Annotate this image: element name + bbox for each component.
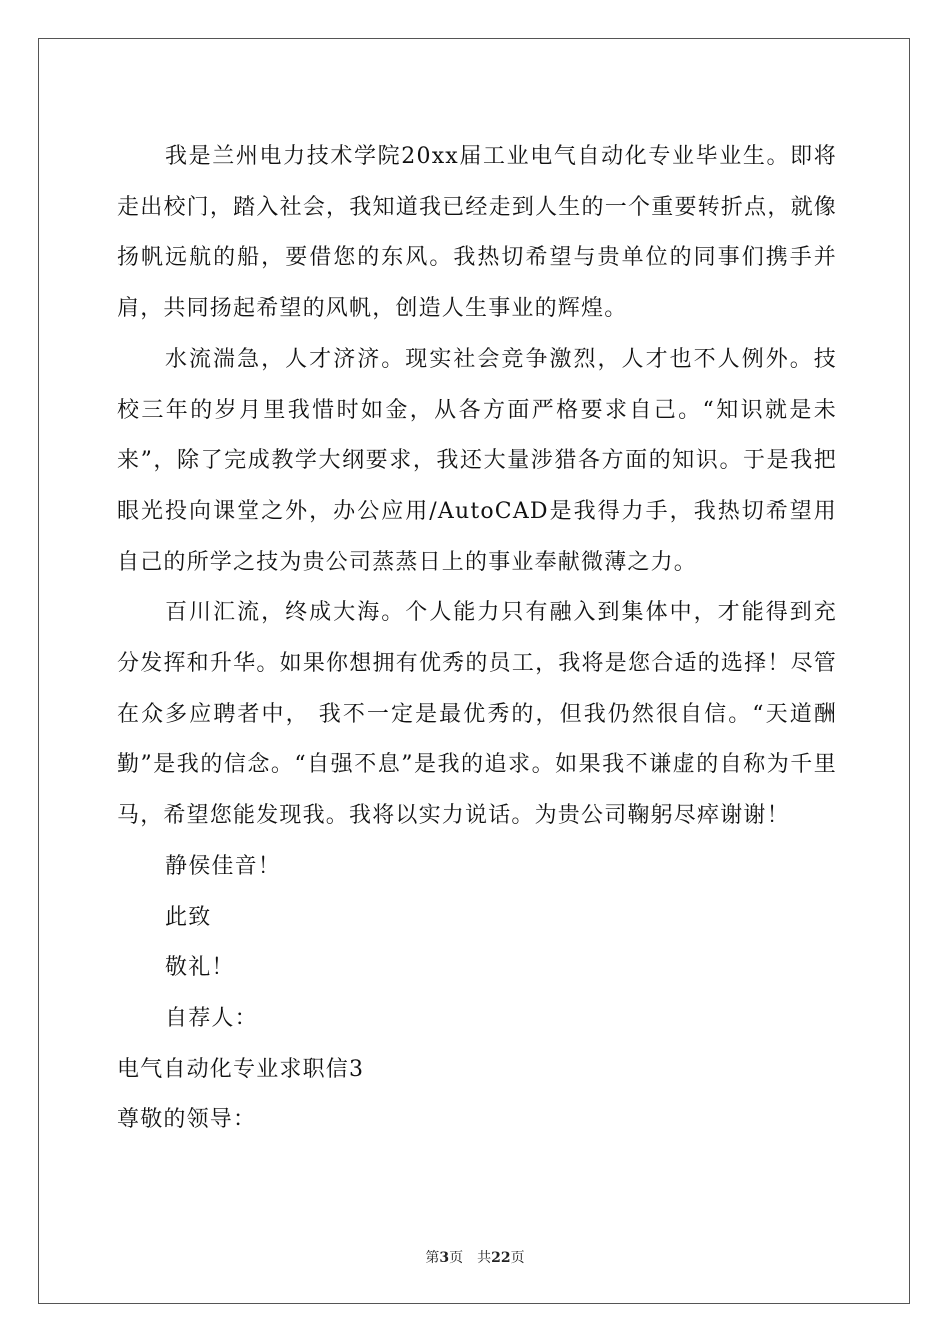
- next-letter-salutation: 尊敬的领导：: [117, 1107, 257, 1133]
- page-footer: [0, 1247, 950, 1267]
- paragraph-2: 水流湍急，人才济济。现实社会竞争激烈，人才也不人例外。技校三年的岁月里我惜时如金，从各方面严格要求自己。“知识就是未来”，除了完成教学大纲要求，我还大量涉猎各方面的知识。于是我把眼光投向课堂之外，办公应用/AutoCAD是我得力手，我热切希望用自己的所学之技为贵公司蒸蒸日上的事业奉献微薄之力。: [117, 346, 837, 575]
- total-suffix: 页: [510, 1250, 525, 1266]
- total-prefix: 共: [477, 1250, 492, 1266]
- page-prefix: 第: [425, 1250, 440, 1266]
- closing-regards: 敬礼！: [165, 955, 235, 981]
- total-pages: 22: [491, 1250, 511, 1266]
- page-suffix: 页: [449, 1250, 464, 1266]
- page-number: 3: [439, 1250, 450, 1266]
- paragraph-1: 我是兰州电力技术学院20xx届工业电气自动化专业毕业生。即将走出校门，踏入社会，我知道我已经走到人生的一个重要转折点，就像扬帆远航的船，要借您的东风。我热切希望与贵单位的同事们携手并肩，共同扬起希望的风帆，创造人生事业的辉煌。: [117, 144, 837, 322]
- next-letter-title: 电气自动化专业求职信3: [117, 1056, 365, 1082]
- paragraph-3: 百川汇流，终成大海。个人能力只有融入到集体中，才能得到充分发挥和升华。如果你想拥有优秀的员工，我将是您合适的选择！尽管在众多应聘者中， 我不一定是最优秀的，但我仍然很自信。“天道酬勤”是我的信念。“自强不息”是我的追求。如果我不谦虚的自称为千里马，希望您能发现我。我将以实力说话。为贵公司鞠躬尽瘁谢谢！: [117, 600, 837, 829]
- closing-await-reply: 静侯佳音！: [165, 853, 282, 879]
- signature-label: 自荐人：: [165, 1005, 258, 1031]
- letter-body: [117, 132, 837, 1146]
- closing-salutation: 此致: [165, 904, 212, 930]
